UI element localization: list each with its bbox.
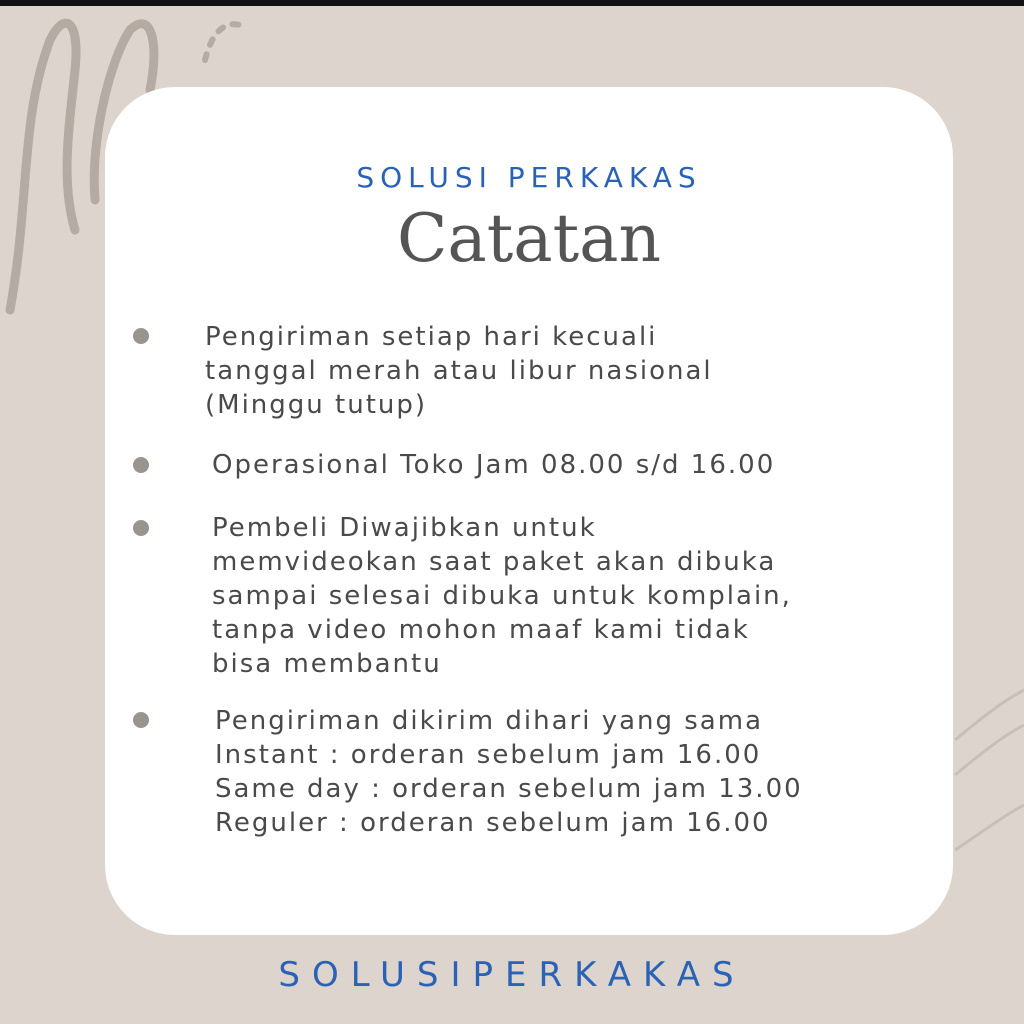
bullet-dot xyxy=(133,328,149,344)
page-title: Catatan xyxy=(396,200,662,277)
note-text: Pengiriman setiap hari kecuali tanggal merah atau libur nasional (Minggu tutup) xyxy=(205,322,713,420)
bullet-dot xyxy=(133,457,149,473)
footer-brand: SOLUSIPERKAKAS xyxy=(278,955,746,995)
note-text: Pembeli Diwajibkan untuk memvideokan saat paket akan dibuka sampai selesai dibuka untuk komplain, tanpa video mohon maaf kami tidak bisa membantu xyxy=(212,513,792,679)
note-text: Pengiriman dikirim dihari yang sama Instant : orderan sebelum jam 16.00 Same day : orderan sebelum jam 13.00 Reguler : orderan sebelum jam 16.00 xyxy=(215,706,803,838)
bullet-dot xyxy=(133,712,149,728)
notes-card xyxy=(105,87,953,935)
bullet-dot xyxy=(133,520,149,536)
note-text: Operasional Toko Jam 08.00 s/d 16.00 xyxy=(212,450,776,480)
brand-heading: SOLUSI PERKAKAS xyxy=(356,161,702,194)
